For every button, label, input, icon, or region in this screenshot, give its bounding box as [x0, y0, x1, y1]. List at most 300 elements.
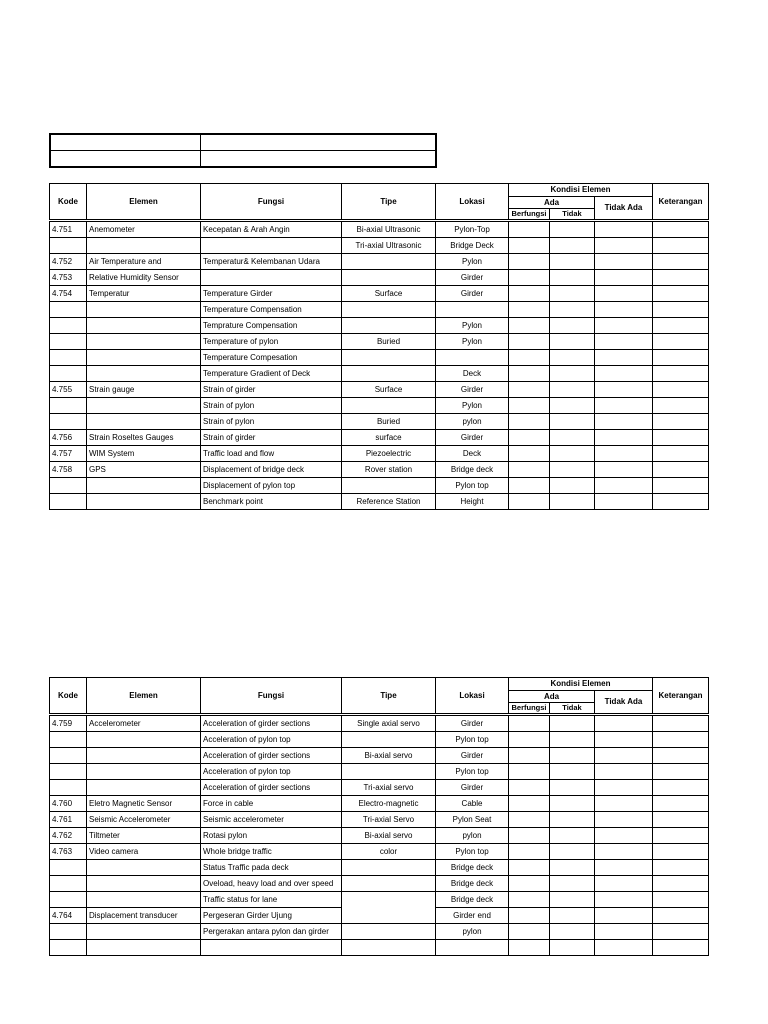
cell-berfungsi	[509, 414, 550, 430]
cell-elemen	[87, 318, 201, 334]
cell-elemen: Temperatur	[87, 286, 201, 302]
info-cell	[50, 151, 200, 168]
cell-keterangan	[653, 780, 709, 796]
cell-lokasi: Pylon	[436, 334, 509, 350]
cell-tidak-ada	[595, 446, 653, 462]
cell-tidak-ada	[595, 828, 653, 844]
cell-tipe	[342, 940, 436, 956]
cell-tidak	[550, 221, 595, 238]
cell-berfungsi	[509, 254, 550, 270]
cell-fungsi: Displacement of bridge deck	[201, 462, 342, 478]
cell-kode	[50, 924, 87, 940]
cell-lokasi: Bridge Deck	[436, 238, 509, 254]
cell-tipe	[342, 732, 436, 748]
cell-fungsi: Kecepatan & Arah Angin	[201, 221, 342, 238]
cell-berfungsi	[509, 732, 550, 748]
cell-berfungsi	[509, 478, 550, 494]
cell-tipe	[342, 270, 436, 286]
cell-kode: 4.759	[50, 715, 87, 732]
cell-keterangan	[653, 924, 709, 940]
cell-kode	[50, 748, 87, 764]
cell-kode: 4.752	[50, 254, 87, 270]
cell-elemen: Displacement transducer	[87, 908, 201, 924]
cell-tipe: Electro-magnetic	[342, 796, 436, 812]
cell-elemen: WIM System	[87, 446, 201, 462]
cell-kode	[50, 366, 87, 382]
header-fungsi: Fungsi	[201, 678, 342, 715]
cell-elemen	[87, 238, 201, 254]
table-row	[50, 828, 709, 844]
cell-berfungsi	[509, 764, 550, 780]
cell-keterangan	[653, 908, 709, 924]
cell-tidak	[550, 812, 595, 828]
cell-lokasi: Girder	[436, 715, 509, 732]
cell-lokasi: Pylon	[436, 398, 509, 414]
cell-elemen	[87, 892, 201, 908]
cell-berfungsi	[509, 940, 550, 956]
cell-tipe	[342, 764, 436, 780]
cell-tipe	[342, 860, 436, 876]
cell-keterangan	[653, 270, 709, 286]
cell-lokasi: Bridge deck	[436, 876, 509, 892]
cell-berfungsi	[509, 780, 550, 796]
info-table	[49, 133, 437, 168]
cell-lokasi	[436, 302, 509, 318]
cell-fungsi: Strain of pylon	[201, 398, 342, 414]
cell-kode	[50, 764, 87, 780]
cell-tipe	[342, 302, 436, 318]
info-cell	[200, 134, 436, 151]
cell-kode: 4.756	[50, 430, 87, 446]
cell-elemen	[87, 398, 201, 414]
header-ada: Ada	[509, 691, 595, 703]
table-row	[50, 270, 709, 286]
header-kode: Kode	[50, 678, 87, 715]
cell-elemen: Air Temperature and	[87, 254, 201, 270]
cell-fungsi: Strain of pylon	[201, 414, 342, 430]
cell-tidak	[550, 462, 595, 478]
cell-kode	[50, 350, 87, 366]
cell-tidak-ada	[595, 318, 653, 334]
cell-lokasi: Deck	[436, 446, 509, 462]
cell-tidak	[550, 414, 595, 430]
cell-tidak-ada	[595, 940, 653, 956]
cell-keterangan	[653, 940, 709, 956]
cell-elemen: Accelerometer	[87, 715, 201, 732]
table-row	[50, 812, 709, 828]
cell-tipe: Tri-axial servo	[342, 780, 436, 796]
cell-keterangan	[653, 414, 709, 430]
cell-kode: 4.763	[50, 844, 87, 860]
cell-lokasi: Pylon-Top	[436, 221, 509, 238]
cell-elemen: Strain gauge	[87, 382, 201, 398]
cell-fungsi: Displacement of pylon top	[201, 478, 342, 494]
header-kode: Kode	[50, 184, 87, 221]
cell-berfungsi	[509, 318, 550, 334]
inventory-table-1	[49, 183, 709, 510]
cell-berfungsi	[509, 462, 550, 478]
cell-berfungsi	[509, 892, 550, 908]
table-row	[50, 286, 709, 302]
cell-lokasi: Pylon	[436, 254, 509, 270]
cell-tidak	[550, 478, 595, 494]
header-keterangan: Keterangan	[653, 678, 709, 715]
cell-berfungsi	[509, 270, 550, 286]
cell-elemen: Video camera	[87, 844, 201, 860]
cell-tipe	[342, 398, 436, 414]
cell-lokasi: Bridge deck	[436, 462, 509, 478]
cell-elemen	[87, 940, 201, 956]
header-berfungsi: Berfungsi	[509, 209, 550, 221]
header-tidak: Tidak	[550, 209, 595, 221]
cell-tidak	[550, 398, 595, 414]
cell-berfungsi	[509, 876, 550, 892]
cell-keterangan	[653, 366, 709, 382]
cell-kode	[50, 334, 87, 350]
cell-tidak-ada	[595, 414, 653, 430]
cell-lokasi: pylon	[436, 924, 509, 940]
cell-tidak	[550, 732, 595, 748]
cell-keterangan	[653, 254, 709, 270]
cell-fungsi: Temperature Compensation	[201, 302, 342, 318]
cell-kode: 4.760	[50, 796, 87, 812]
cell-lokasi: Cable	[436, 796, 509, 812]
cell-berfungsi	[509, 221, 550, 238]
cell-berfungsi	[509, 334, 550, 350]
cell-fungsi: Oveload, heavy load and over speed	[201, 876, 342, 892]
cell-tidak	[550, 286, 595, 302]
cell-tidak-ada	[595, 892, 653, 908]
table-row	[50, 446, 709, 462]
cell-berfungsi	[509, 924, 550, 940]
cell-keterangan	[653, 764, 709, 780]
header-fungsi: Fungsi	[201, 184, 342, 221]
table-row	[50, 430, 709, 446]
cell-fungsi: Traffic load and flow	[201, 446, 342, 462]
cell-fungsi: Temperature of pylon	[201, 334, 342, 350]
cell-fungsi: Acceleration of girder sections	[201, 748, 342, 764]
cell-berfungsi	[509, 366, 550, 382]
cell-berfungsi	[509, 430, 550, 446]
cell-berfungsi	[509, 844, 550, 860]
cell-tipe	[342, 318, 436, 334]
cell-keterangan	[653, 238, 709, 254]
cell-fungsi: Traffic status for lane	[201, 892, 342, 908]
cell-tidak	[550, 828, 595, 844]
cell-kode	[50, 398, 87, 414]
cell-lokasi: Pylon top	[436, 844, 509, 860]
cell-kode: 4.757	[50, 446, 87, 462]
cell-tidak-ada	[595, 844, 653, 860]
cell-keterangan	[653, 748, 709, 764]
cell-fungsi: Acceleration of girder sections	[201, 715, 342, 732]
cell-tipe: Tri-axial Ultrasonic	[342, 238, 436, 254]
cell-keterangan	[653, 715, 709, 732]
cell-kode	[50, 478, 87, 494]
cell-lokasi: Girder	[436, 286, 509, 302]
cell-fungsi: Temperatur& Kelembanan Udara	[201, 254, 342, 270]
cell-lokasi: Deck	[436, 366, 509, 382]
cell-elemen	[87, 780, 201, 796]
cell-tidak	[550, 382, 595, 398]
table-row	[50, 892, 709, 908]
cell-tipe	[342, 892, 436, 924]
cell-tidak-ada	[595, 908, 653, 924]
cell-tipe	[342, 876, 436, 892]
cell-tidak	[550, 430, 595, 446]
cell-kode	[50, 892, 87, 908]
cell-lokasi: Height	[436, 494, 509, 510]
cell-kode: 4.751	[50, 221, 87, 238]
table-row	[50, 350, 709, 366]
cell-tidak-ada	[595, 302, 653, 318]
cell-tidak	[550, 318, 595, 334]
cell-keterangan	[653, 462, 709, 478]
cell-tidak-ada	[595, 924, 653, 940]
info-row	[50, 151, 436, 168]
cell-fungsi: Temperature Gradient of Deck	[201, 366, 342, 382]
cell-tidak	[550, 366, 595, 382]
cell-fungsi: Pergerakan antara pylon dan girder	[201, 924, 342, 940]
cell-elemen	[87, 478, 201, 494]
header-ada: Ada	[509, 197, 595, 209]
table-row	[50, 780, 709, 796]
table-row	[50, 238, 709, 254]
table-row	[50, 796, 709, 812]
table-row	[50, 478, 709, 494]
cell-tipe: Bi-axial servo	[342, 828, 436, 844]
header-tidak: Tidak	[550, 703, 595, 715]
cell-tidak-ada	[595, 221, 653, 238]
cell-tipe: Tri-axial Servo	[342, 812, 436, 828]
cell-tidak-ada	[595, 780, 653, 796]
cell-tidak	[550, 254, 595, 270]
cell-lokasi: Pylon Seat	[436, 812, 509, 828]
cell-tidak	[550, 494, 595, 510]
cell-fungsi: Rotasi pylon	[201, 828, 342, 844]
table-row	[50, 764, 709, 780]
cell-lokasi: pylon	[436, 414, 509, 430]
cell-lokasi	[436, 350, 509, 366]
cell-berfungsi	[509, 812, 550, 828]
cell-tipe: Rover station	[342, 462, 436, 478]
cell-berfungsi	[509, 382, 550, 398]
cell-berfungsi	[509, 350, 550, 366]
cell-keterangan	[653, 892, 709, 908]
cell-berfungsi	[509, 715, 550, 732]
cell-elemen	[87, 860, 201, 876]
cell-kode	[50, 876, 87, 892]
cell-tidak-ada	[595, 334, 653, 350]
cell-kode	[50, 302, 87, 318]
header-lokasi: Lokasi	[436, 184, 509, 221]
cell-keterangan	[653, 860, 709, 876]
cell-elemen	[87, 302, 201, 318]
cell-tidak-ada	[595, 494, 653, 510]
cell-tipe: Buried	[342, 414, 436, 430]
cell-keterangan	[653, 334, 709, 350]
table-row	[50, 924, 709, 940]
cell-lokasi: Pylon	[436, 318, 509, 334]
table-row	[50, 462, 709, 478]
table-row	[50, 366, 709, 382]
cell-lokasi	[436, 940, 509, 956]
cell-tidak-ada	[595, 398, 653, 414]
header-tipe: Tipe	[342, 678, 436, 715]
cell-kode: 4.753	[50, 270, 87, 286]
cell-lokasi: Girder	[436, 382, 509, 398]
cell-keterangan	[653, 844, 709, 860]
cell-keterangan	[653, 478, 709, 494]
table-row	[50, 318, 709, 334]
cell-fungsi: Acceleration of girder sections	[201, 780, 342, 796]
cell-tidak	[550, 270, 595, 286]
cell-fungsi: Status Traffic pada deck	[201, 860, 342, 876]
table-row	[50, 940, 709, 956]
cell-tidak-ada	[595, 350, 653, 366]
cell-tidak-ada	[595, 715, 653, 732]
cell-keterangan	[653, 286, 709, 302]
cell-tipe: Reference Station	[342, 494, 436, 510]
cell-elemen: Eletro Magnetic Sensor	[87, 796, 201, 812]
cell-fungsi	[201, 940, 342, 956]
cell-fungsi: Force in cable	[201, 796, 342, 812]
cell-elemen	[87, 494, 201, 510]
cell-elemen	[87, 414, 201, 430]
cell-berfungsi	[509, 238, 550, 254]
header-lokasi: Lokasi	[436, 678, 509, 715]
cell-tipe: Piezoelectric	[342, 446, 436, 462]
table-row	[50, 748, 709, 764]
cell-lokasi: pylon	[436, 828, 509, 844]
cell-tidak	[550, 924, 595, 940]
info-cell	[50, 134, 200, 151]
cell-tidak-ada	[595, 286, 653, 302]
cell-fungsi: Temprature Compensation	[201, 318, 342, 334]
cell-elemen	[87, 748, 201, 764]
cell-tipe	[342, 254, 436, 270]
cell-keterangan	[653, 221, 709, 238]
cell-tidak	[550, 748, 595, 764]
cell-berfungsi	[509, 494, 550, 510]
table-row	[50, 494, 709, 510]
cell-tidak-ada	[595, 478, 653, 494]
cell-tidak	[550, 940, 595, 956]
cell-tipe: color	[342, 844, 436, 860]
cell-lokasi: Girder end	[436, 908, 509, 924]
cell-berfungsi	[509, 860, 550, 876]
header-berfungsi: Berfungsi	[509, 703, 550, 715]
cell-tidak-ada	[595, 238, 653, 254]
cell-tipe	[342, 366, 436, 382]
table-row	[50, 844, 709, 860]
table-row	[50, 398, 709, 414]
cell-tipe: Surface	[342, 382, 436, 398]
cell-tidak	[550, 302, 595, 318]
cell-elemen	[87, 876, 201, 892]
cell-berfungsi	[509, 398, 550, 414]
table-row	[50, 876, 709, 892]
cell-kode	[50, 940, 87, 956]
header-kondisi-elemen: Kondisi Elemen	[509, 184, 653, 197]
cell-kode	[50, 318, 87, 334]
cell-berfungsi	[509, 446, 550, 462]
cell-kode	[50, 780, 87, 796]
cell-kode	[50, 732, 87, 748]
cell-elemen: Anemometer	[87, 221, 201, 238]
cell-kode	[50, 494, 87, 510]
cell-elemen: Seismic Accelerometer	[87, 812, 201, 828]
cell-tipe	[342, 350, 436, 366]
table-row	[50, 334, 709, 350]
header-keterangan: Keterangan	[653, 184, 709, 221]
cell-fungsi: Temperature Girder	[201, 286, 342, 302]
cell-keterangan	[653, 446, 709, 462]
cell-tipe	[342, 478, 436, 494]
table-row	[50, 302, 709, 318]
cell-tidak	[550, 860, 595, 876]
cell-keterangan	[653, 876, 709, 892]
cell-keterangan	[653, 828, 709, 844]
cell-tipe: Single axial servo	[342, 715, 436, 732]
cell-tidak-ada	[595, 462, 653, 478]
header-tipe: Tipe	[342, 184, 436, 221]
table-row	[50, 382, 709, 398]
cell-elemen: Relative Humidity Sensor	[87, 270, 201, 286]
header-elemen: Elemen	[87, 184, 201, 221]
cell-kode: 4.755	[50, 382, 87, 398]
cell-lokasi: Bridge deck	[436, 860, 509, 876]
cell-elemen: Tiltmeter	[87, 828, 201, 844]
cell-lokasi: Girder	[436, 270, 509, 286]
header-tidak-ada: Tidak Ada	[595, 691, 653, 715]
cell-tidak	[550, 796, 595, 812]
cell-tidak	[550, 876, 595, 892]
cell-elemen: GPS	[87, 462, 201, 478]
cell-berfungsi	[509, 748, 550, 764]
table-row	[50, 221, 709, 238]
table-row	[50, 715, 709, 732]
cell-tidak	[550, 238, 595, 254]
cell-kode: 4.754	[50, 286, 87, 302]
cell-keterangan	[653, 796, 709, 812]
cell-tidak-ada	[595, 860, 653, 876]
cell-elemen	[87, 732, 201, 748]
cell-lokasi: Pylon top	[436, 732, 509, 748]
cell-elemen	[87, 924, 201, 940]
cell-keterangan	[653, 812, 709, 828]
cell-lokasi: Pylon top	[436, 478, 509, 494]
cell-keterangan	[653, 302, 709, 318]
cell-tidak-ada	[595, 812, 653, 828]
cell-tipe	[342, 924, 436, 940]
info-cell	[200, 151, 436, 168]
cell-fungsi: Whole bridge traffic	[201, 844, 342, 860]
cell-fungsi: Benchmark point	[201, 494, 342, 510]
cell-tidak-ada	[595, 430, 653, 446]
cell-fungsi: Temperature Compesation	[201, 350, 342, 366]
cell-tidak-ada	[595, 764, 653, 780]
cell-elemen	[87, 334, 201, 350]
cell-keterangan	[653, 318, 709, 334]
info-row	[50, 134, 436, 151]
cell-kode: 4.758	[50, 462, 87, 478]
cell-keterangan	[653, 350, 709, 366]
cell-berfungsi	[509, 286, 550, 302]
cell-tidak-ada	[595, 748, 653, 764]
cell-berfungsi	[509, 302, 550, 318]
cell-tidak	[550, 908, 595, 924]
